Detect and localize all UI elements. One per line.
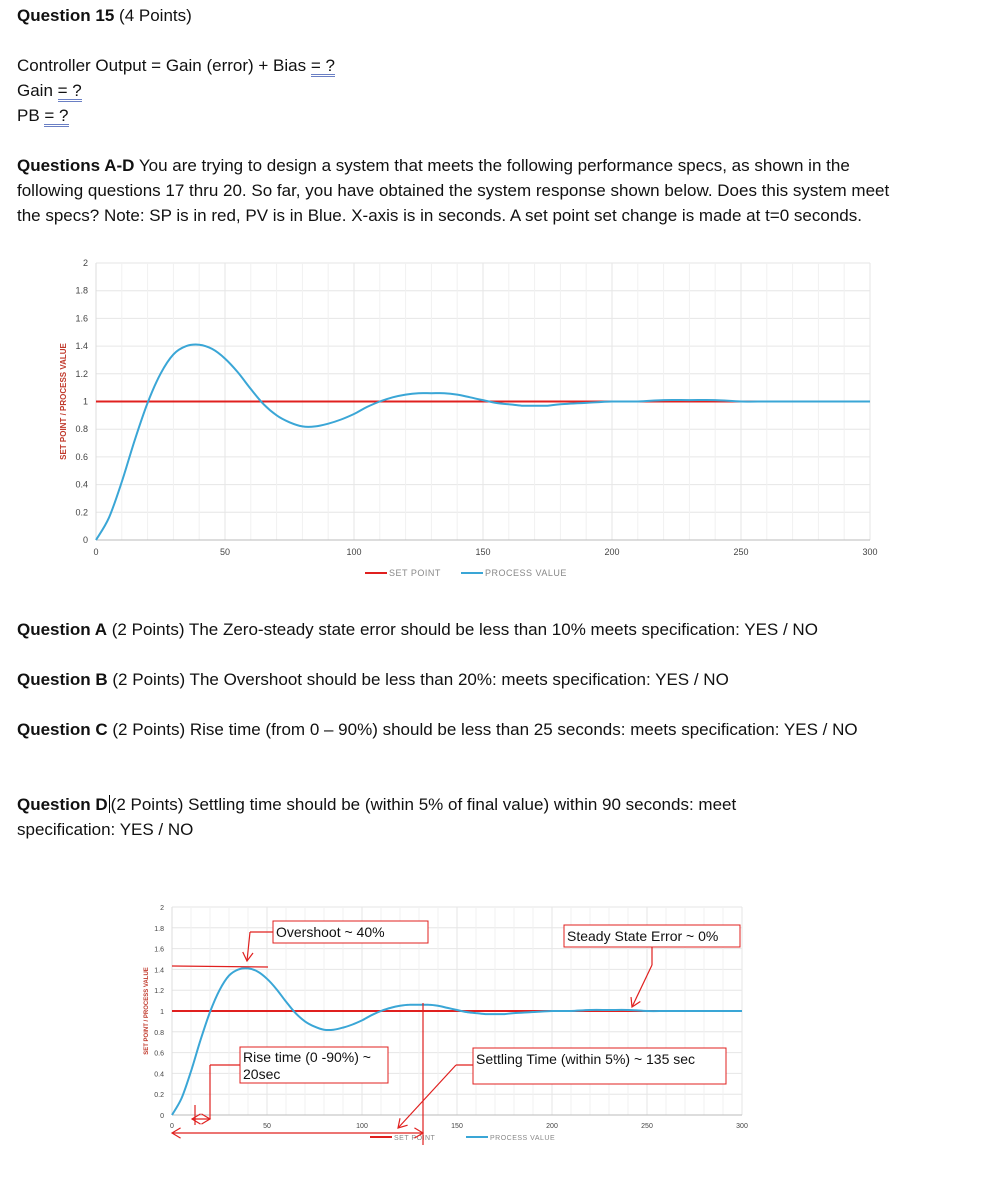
x-tick-label: 50 bbox=[263, 1123, 271, 1130]
x-tick-label: 100 bbox=[346, 547, 362, 557]
question-title: Question 15 (4 Points) bbox=[17, 6, 192, 25]
y-tick-label: 1 bbox=[82, 396, 88, 407]
overshoot-annotation-text: Overshoot ~ 40% bbox=[276, 924, 385, 940]
x-tick-label: 300 bbox=[862, 547, 878, 557]
rise-time-annotation-text-line: Rise time (0 -90%) ~ bbox=[243, 1049, 371, 1065]
y-tick-label: 2 bbox=[160, 905, 164, 912]
y-tick-label: 0.2 bbox=[75, 507, 88, 518]
y-tick-label: 1.8 bbox=[75, 285, 88, 296]
rise-time-annotation-text-line: 20sec bbox=[243, 1066, 281, 1082]
y-tick-label: 1.8 bbox=[154, 925, 164, 933]
legend-label-setpoint: SET POINT bbox=[394, 1135, 436, 1142]
y-tick-label: 0.8 bbox=[75, 424, 88, 435]
x-tick-label: 200 bbox=[604, 547, 620, 557]
formula-controller-output: Controller Output = Gain (error) + Bias = ? bbox=[17, 56, 335, 75]
formula-gain: Gain = ? bbox=[17, 81, 82, 100]
x-tick-label: 200 bbox=[546, 1123, 558, 1130]
y-tick-label: 0.4 bbox=[75, 479, 88, 490]
y-tick-label: 1 bbox=[160, 1009, 164, 1016]
x-tick-label: 250 bbox=[641, 1123, 653, 1130]
x-tick-label: 300 bbox=[736, 1123, 748, 1130]
x-tick-label: 0 bbox=[93, 547, 99, 557]
y-tick-label: 0.2 bbox=[154, 1092, 164, 1100]
question-c: Question C (2 Points) Rise time (from 0 – 90%) should be less than 25 seconds: meets specification: YES / NO bbox=[17, 720, 858, 739]
y-tick-label: 1.4 bbox=[75, 341, 88, 352]
text-cursor bbox=[109, 795, 110, 813]
y-tick-label: 0.6 bbox=[154, 1050, 164, 1058]
y-tick-label: 0 bbox=[160, 1113, 164, 1120]
y-tick-label: 1.6 bbox=[75, 313, 88, 324]
y-axis-label: SET POINT / PROCESS VALUE bbox=[59, 343, 68, 460]
question-a: Question A (2 Points) The Zero-steady state error should be less than 10% meets specification: YES / NO bbox=[17, 620, 818, 639]
legend-label-process: PROCESS VALUE bbox=[485, 568, 567, 578]
y-axis-label: SET POINT / PROCESS VALUE bbox=[144, 967, 150, 1055]
formula-pb: PB = ? bbox=[17, 106, 69, 125]
overshoot-peak-line bbox=[172, 966, 268, 967]
y-tick-label: 1.6 bbox=[154, 946, 164, 954]
x-tick-label: 250 bbox=[733, 547, 749, 557]
y-tick-label: 0.6 bbox=[75, 451, 88, 462]
x-tick-label: 150 bbox=[475, 547, 491, 557]
question-d: Question D (2 Points) Settling time should be (within 5% of final value) within 90 seconds: meet specification: YES / NO bbox=[17, 795, 737, 839]
y-tick-label: 1.2 bbox=[154, 988, 164, 996]
x-tick-label: 150 bbox=[451, 1123, 463, 1130]
annotated-response-chart bbox=[140, 895, 760, 1155]
intro-paragraph: Questions A-D You are trying to design a system that meets the following performance specs, as shown in the following questions 17 thru 20. So far, you have obtained the system response shown below. Does this system meet the specs? Note: SP is in red, PV is in Blue. X-axis is in seconds. A set point set change is made at t=0 seconds. bbox=[17, 156, 890, 225]
steady-state-pointer bbox=[632, 965, 652, 1007]
y-tick-label: 0.8 bbox=[154, 1029, 164, 1037]
response-chart bbox=[40, 255, 890, 585]
question-b: Question B (2 Points) The Overshoot should be less than 20%: meets specification: YES / NO bbox=[17, 670, 729, 689]
steady-state-annotation-text: Steady State Error ~ 0% bbox=[567, 928, 719, 944]
settling-time-annotation-text: Settling Time (within 5%) ~ 135 sec bbox=[476, 1051, 696, 1067]
x-tick-label: 100 bbox=[356, 1123, 368, 1130]
legend-label-setpoint: SET POINT bbox=[389, 568, 441, 578]
y-tick-label: 1.4 bbox=[154, 967, 164, 975]
x-tick-label: 0 bbox=[170, 1123, 174, 1130]
x-tick-label: 50 bbox=[219, 547, 231, 557]
y-tick-label: 0.4 bbox=[154, 1071, 164, 1079]
y-tick-label: 1.2 bbox=[75, 368, 88, 379]
y-tick-label: 2 bbox=[82, 258, 88, 268]
settling-time-pointer bbox=[398, 1065, 456, 1128]
legend-label-process: PROCESS VALUE bbox=[490, 1135, 556, 1142]
y-tick-label: 0 bbox=[82, 535, 88, 545]
